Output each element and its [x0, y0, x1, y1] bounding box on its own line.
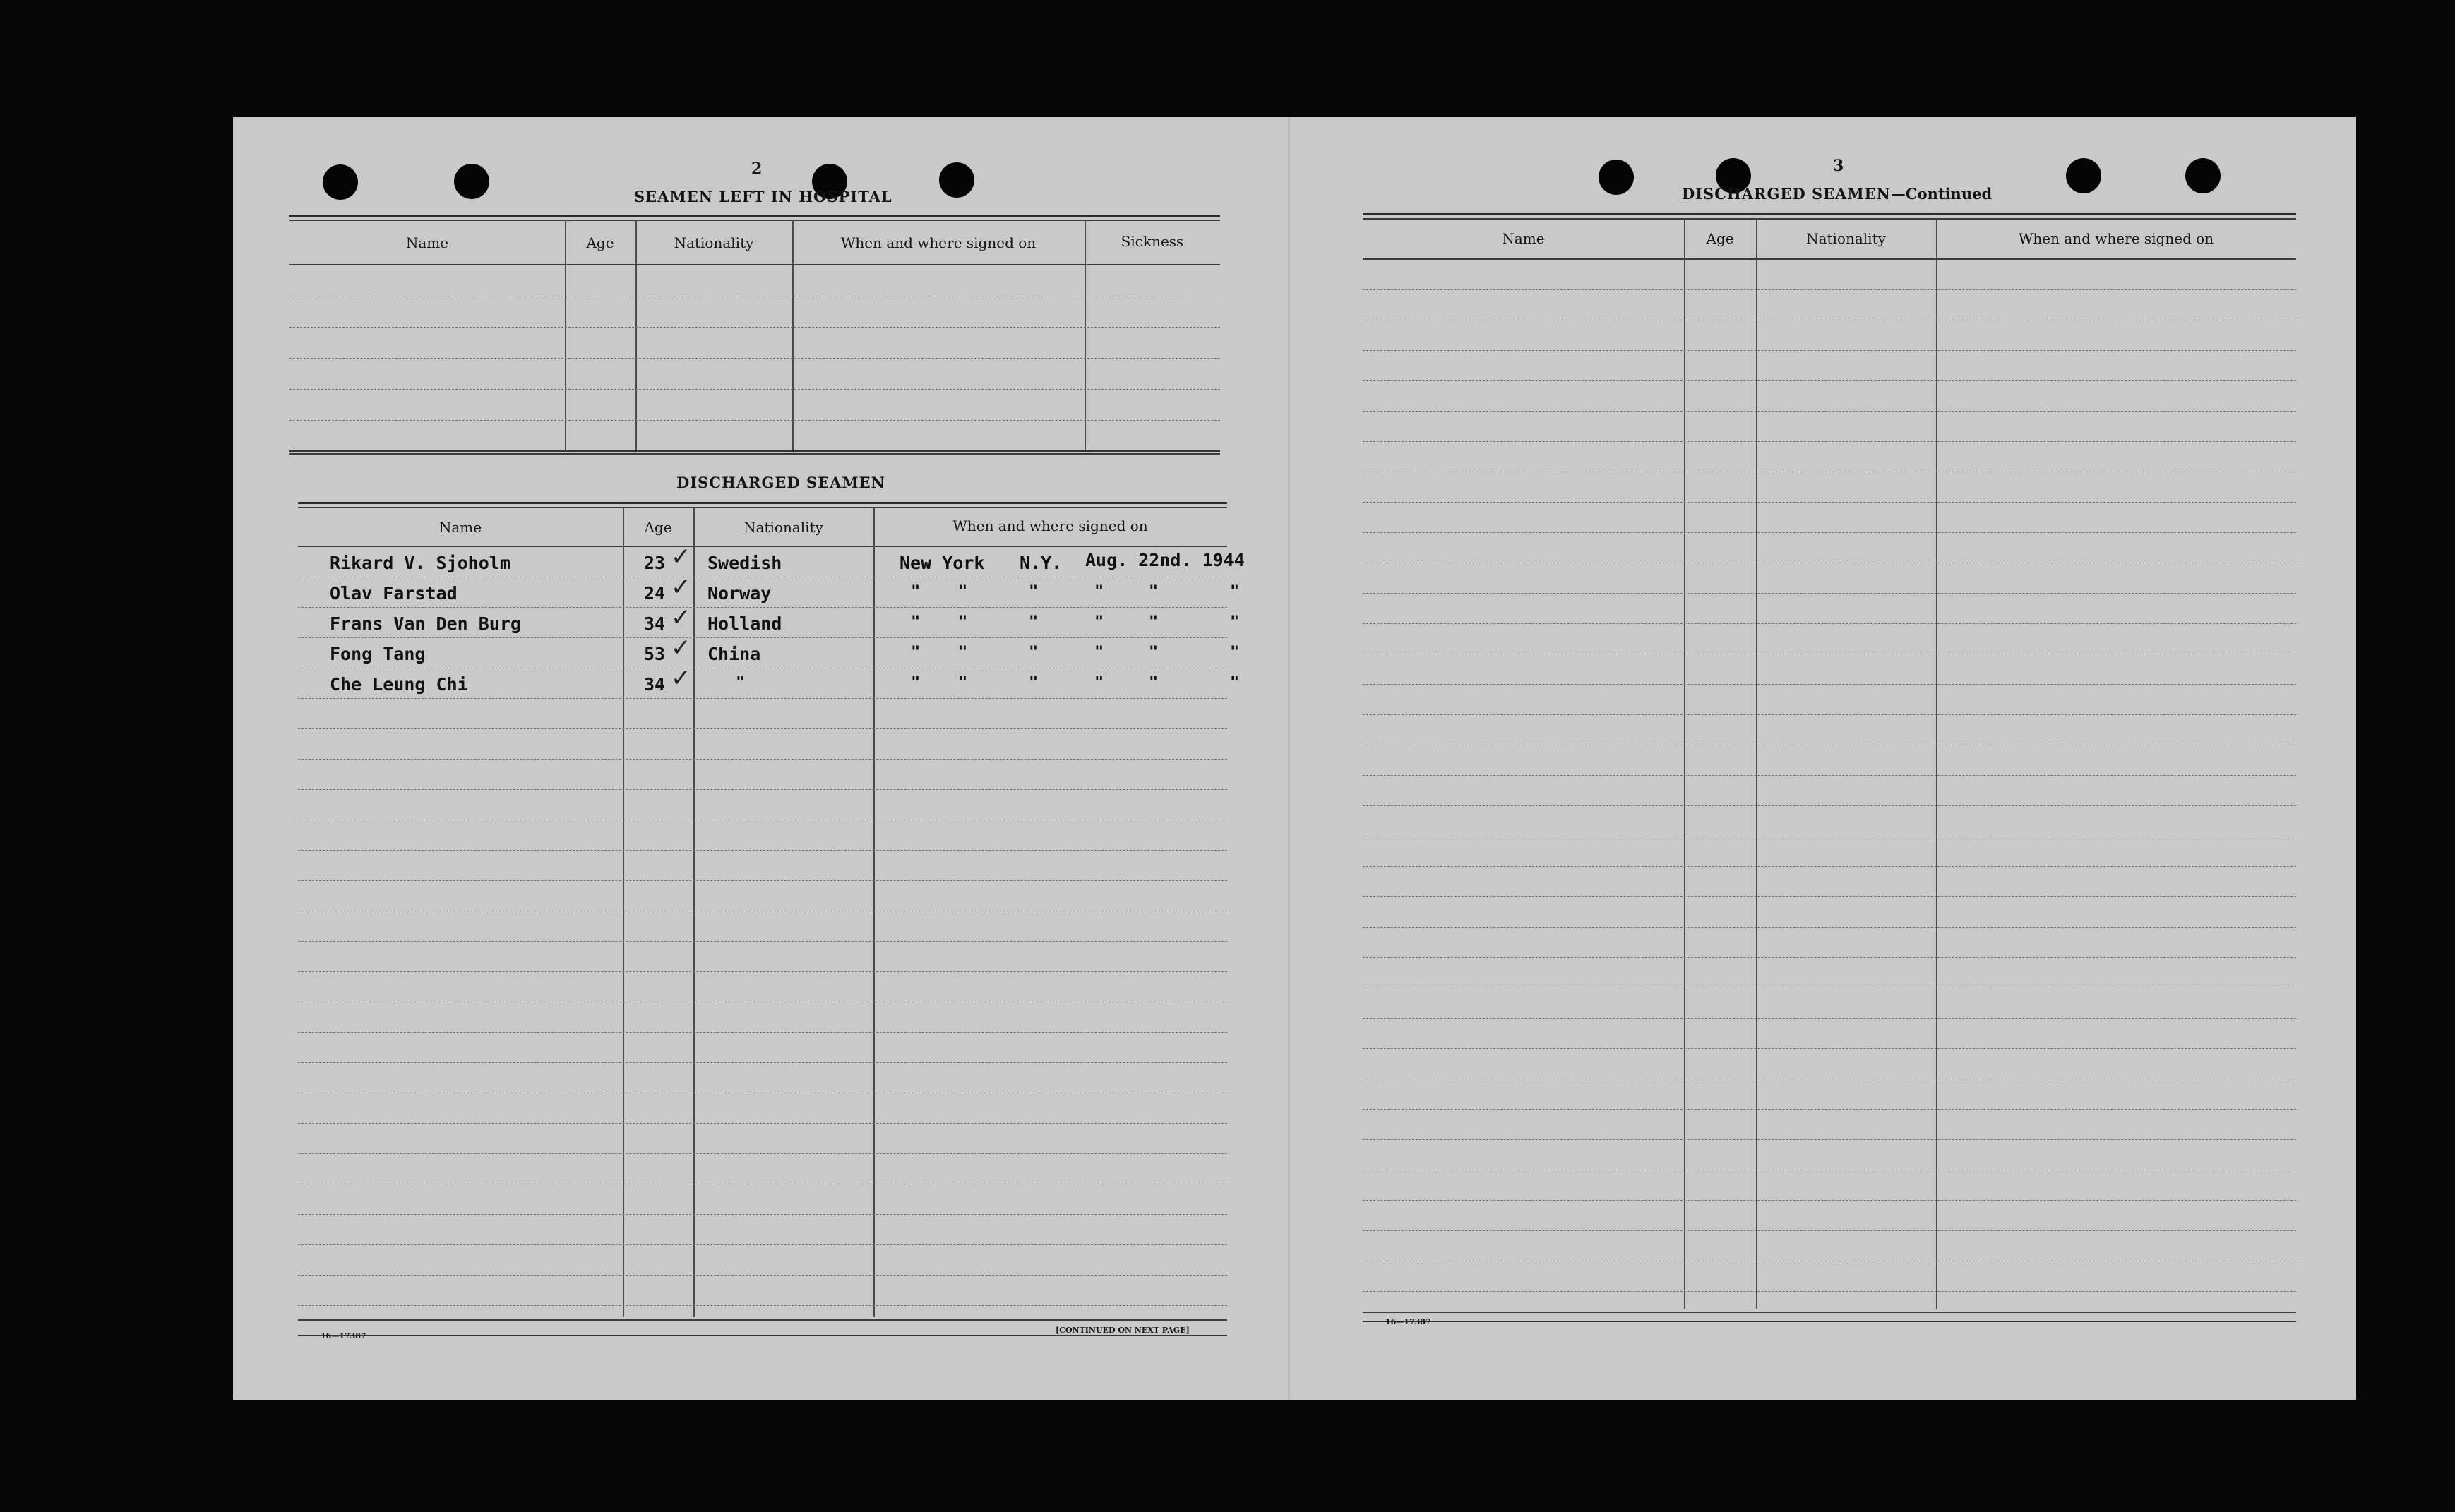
seaman-name: Olav Farstad — [330, 583, 458, 604]
column-header-nationality: Nationality — [1806, 230, 1886, 247]
seaman-nationality: " — [736, 674, 746, 692]
column-header-signed-on: When and where signed on — [2018, 230, 2214, 247]
seaman-name: Frans Van Den Burg — [330, 613, 521, 634]
column-header-name: Name — [405, 234, 449, 251]
column-header-age: Age — [1706, 230, 1734, 247]
table-row — [298, 543, 1245, 577]
column-header-nationality: Nationality — [674, 234, 754, 251]
table-row — [298, 664, 1240, 699]
ditto-mark: " — [1029, 674, 1039, 692]
ditto-mark: " — [911, 674, 921, 692]
ditto-mark: " — [958, 583, 968, 601]
punch-hole — [454, 164, 489, 199]
seaman-nationality: Holland — [707, 613, 782, 634]
seaman-age: 23 — [644, 553, 666, 573]
ditto-mark: " — [911, 613, 921, 631]
check-mark-icon: ✓ — [671, 604, 691, 632]
check-mark-icon: ✓ — [671, 543, 691, 571]
title-main: DISCHARGED SEAMEN — [1682, 185, 1891, 203]
ditto-mark: " — [958, 674, 968, 692]
ditto-mark: " — [1094, 674, 1104, 692]
discharged-rows — [298, 543, 1245, 1336]
check-mark-icon: ✓ — [671, 573, 691, 601]
ditto-mark: " — [1149, 613, 1159, 631]
column-header-age: Age — [644, 519, 672, 536]
ditto-mark: " — [1029, 583, 1039, 601]
ditto-mark: " — [1230, 613, 1240, 631]
column-header-age: Age — [586, 234, 614, 251]
discharged-section-title: DISCHARGED SEAMEN — [676, 474, 885, 491]
document-sheet — [233, 117, 2356, 1400]
ditto-mark: " — [1149, 583, 1159, 601]
ditto-mark: " — [911, 644, 921, 661]
column-header-nationality: Nationality — [743, 519, 823, 536]
seaman-nationality: Swedish — [707, 553, 782, 573]
column-header-signed-on: When and where signed on — [952, 517, 1148, 534]
seaman-age: 34 — [644, 674, 666, 695]
ditto-mark: " — [1094, 583, 1104, 601]
seaman-age: 34 — [644, 613, 666, 634]
seaman-age: 53 — [644, 644, 666, 664]
ditto-mark: " — [958, 644, 968, 661]
punch-hole — [2185, 158, 2221, 193]
seaman-name: Che Leung Chi — [330, 674, 468, 695]
form-number: 16—17387 — [1385, 1317, 1431, 1326]
check-mark-icon: ✓ — [671, 634, 691, 662]
ditto-mark: " — [1149, 674, 1159, 692]
table-row — [298, 634, 1240, 668]
column-header-sickness: Sickness — [1121, 233, 1184, 250]
signed-on-place: New York — [900, 553, 985, 573]
ditto-mark: " — [1094, 644, 1104, 661]
continued-note: [CONTINUED ON NEXT PAGE] — [1056, 1326, 1190, 1335]
signed-on-date: Aug. 22nd. 1944 — [1085, 550, 1245, 570]
page-number: 3 — [1833, 157, 1844, 175]
form-number: 16—17387 — [321, 1331, 366, 1340]
punch-hole — [2066, 158, 2101, 193]
ditto-mark: " — [1149, 644, 1159, 661]
ditto-mark: " — [1230, 583, 1240, 601]
seaman-age: 24 — [644, 583, 666, 604]
ditto-mark: " — [1029, 644, 1039, 661]
table-row — [298, 604, 1240, 638]
ditto-mark: " — [1029, 613, 1039, 631]
seaman-nationality: China — [707, 644, 761, 664]
punch-hole — [323, 164, 358, 200]
ditto-mark: " — [1230, 644, 1240, 661]
ditto-mark: " — [1094, 613, 1104, 631]
seaman-nationality: Norway — [707, 583, 772, 604]
discharged-table — [298, 502, 1245, 1370]
column-header-name: Name — [438, 519, 482, 536]
punch-hole — [1599, 160, 1634, 195]
ditto-mark: " — [958, 613, 968, 631]
hospital-table — [289, 215, 1220, 455]
ditto-mark: " — [1230, 674, 1240, 692]
page-number: 2 — [751, 160, 763, 178]
discharged-continued-title — [1682, 185, 1992, 203]
discharged-continued-table — [1363, 213, 2296, 1314]
signed-on-state: N.Y. — [1020, 553, 1063, 573]
title-suffix: —Continued — [1890, 185, 1993, 203]
column-header-name: Name — [1502, 230, 1545, 247]
seaman-name: Rikard V. Sjoholm — [330, 553, 510, 573]
ditto-mark: " — [911, 583, 921, 601]
table-row — [298, 573, 1240, 608]
hospital-section-title: SEAMEN LEFT IN HOSPITAL — [634, 188, 892, 205]
punch-hole — [939, 162, 974, 198]
page-fold — [1288, 117, 1290, 1400]
seaman-name: Fong Tang — [330, 644, 426, 664]
column-header-signed-on: When and where signed on — [840, 234, 1037, 251]
check-mark-icon: ✓ — [671, 664, 691, 692]
